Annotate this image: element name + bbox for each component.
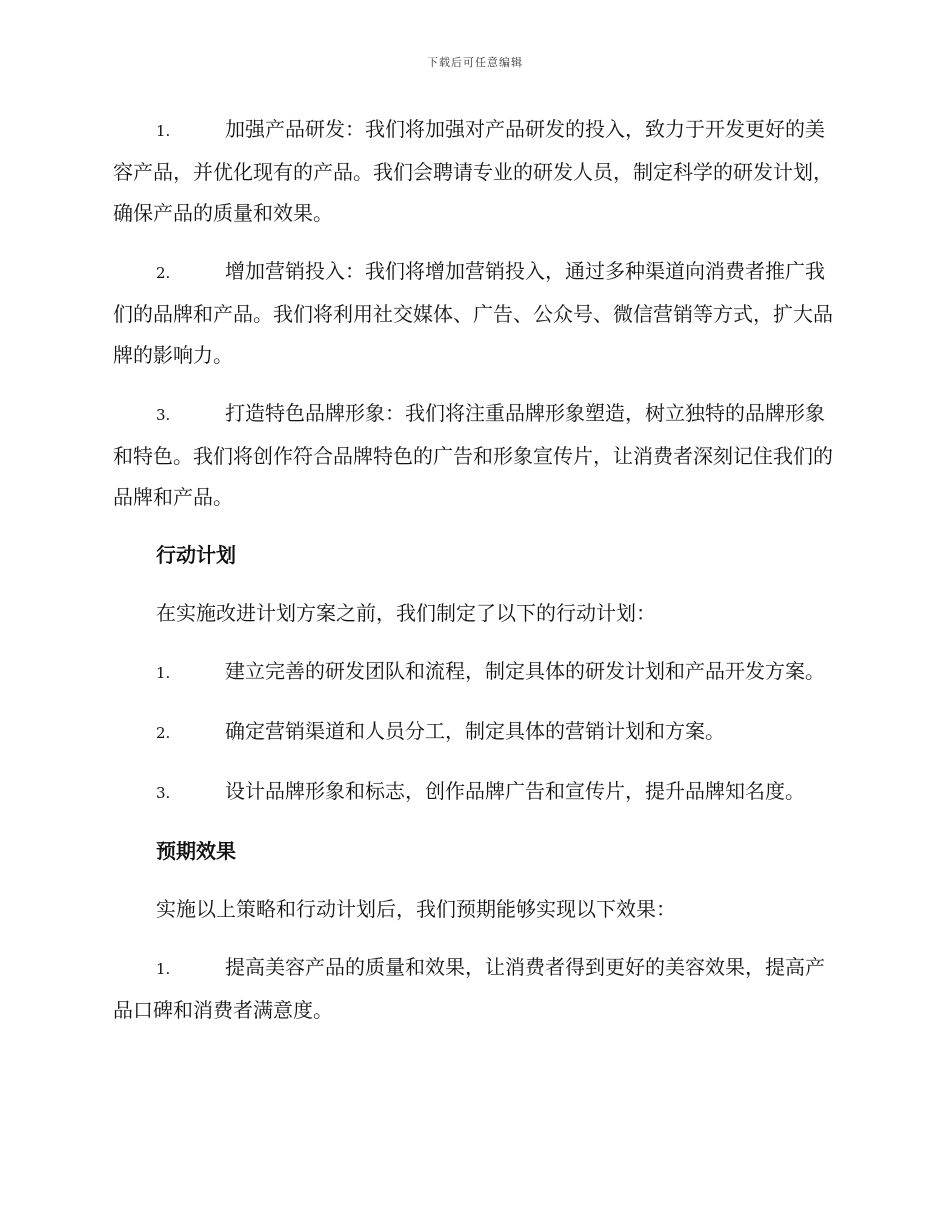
list-item [113,251,835,376]
list-item [113,651,835,694]
section-intro-expected-effects: 实施以上策略和行动计划后，我们预期能够实现以下效果： [156,897,676,921]
list-item-text: 设计品牌形象和标志，创作品牌广告和宣传片，提升品牌知名度。 [225,779,805,803]
list-item-number: 3. [156,784,171,802]
list-item-number: 2. [156,264,171,282]
list-item-number: 2. [156,724,171,742]
list-item-text: 建立完善的研发团队和流程，制定具体的研发计划和产品开发方案。 [225,659,825,683]
list-item-number: 1. [156,122,171,140]
list-item-text: 打造特色品牌形象：我们将注重品牌形象塑造，树立独特的品牌形象和特色。我们将创作符合品牌特色的广告和形象宣传片，让消费者深刻记住我们的品牌和产品。 [113,401,833,509]
list-item [113,711,835,754]
list-item-number: 3. [156,406,171,424]
list-item-text: 提高美容产品的质量和效果，让消费者得到更好的美容效果，提高产品口碑和消费者满意度。 [113,955,825,1022]
list-item-text: 增加营销投入：我们将增加营销投入，通过多种渠道向消费者推广我们的品牌和产品。我们将利用社交媒体、广告、公众号、微信营销等方式，扩大品牌的影响力。 [113,259,833,367]
list-item [113,947,835,1031]
section-heading-expected-effects: 预期效果 [156,839,236,863]
section-intro-action-plan: 在实施改进计划方案之前，我们制定了以下的行动计划： [156,601,656,625]
list-item [113,109,835,234]
list-item [113,771,835,814]
list-item-number: 1. [156,960,171,978]
list-item-text: 确定营销渠道和人员分工，制定具体的营销计划和方案。 [225,719,725,743]
list-item [113,393,835,518]
list-item-number: 1. [156,664,171,682]
document-body [113,109,835,1048]
page-header-note: 下载后可任意编辑 [427,56,523,69]
list-item-text: 加强产品研发：我们将加强对产品研发的投入，致力于开发更好的美容产品，并优化现有的产品。我们会聘请专业的研发人员，制定科学的研发计划，确保产品的质量和效果。 [113,117,833,225]
section-heading-action-plan: 行动计划 [156,543,236,567]
